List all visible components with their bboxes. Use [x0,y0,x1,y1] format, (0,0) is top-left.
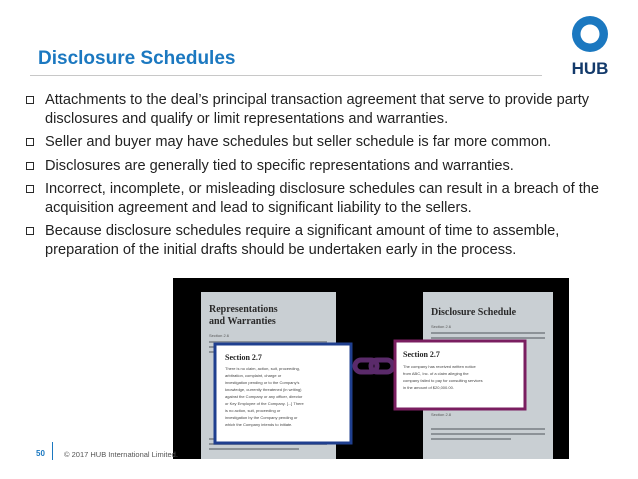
checkbox-bullet-icon [26,162,34,170]
bullet-text: Disclosures are generally tied to specific representations and warranties. [45,157,514,174]
title-divider [30,75,542,76]
checkbox-bullet-icon [26,185,34,193]
chain-link-icon [355,360,393,372]
bullet-list [26,91,616,264]
svg-text:There is no claim, action, sui: There is no claim, action, suit, proceeding, [225,366,300,371]
right-doc-heading: Disclosure Schedule [431,307,517,318]
svg-text:knowledge, currently threatene: knowledge, currently threatened (in writing) [225,387,302,392]
bullet-item [26,157,616,176]
footer-divider [52,442,53,460]
bullet-text: Incorrect, incomplete, or misleading disclosure schedules can result in a breach of the acquisition agreement and lead to significant liability to the sellers. [45,181,600,216]
svg-text:Representations and Wa [209,304,280,327]
right-doc-section-small: Section 2.6 [431,324,452,329]
copyright-text: © 2017 HUB International Limited. [64,450,178,459]
left-box-title: Section 2.7 [225,353,262,362]
svg-text:investigation pending or to th: investigation pending or to the Company’s [225,380,300,385]
svg-text:arbitration, complaint, charge: arbitration, complaint, charge or [225,373,282,378]
bullet-text: Seller and buyer may have schedules but seller schedule is far more common. [45,134,552,150]
bullet-item [26,133,616,152]
graphic-canvas [173,278,569,459]
slide-title: Disclosure Schedules [38,48,236,69]
svg-text:investigation by the Company p: investigation by the Company pending or [225,415,298,420]
right-box-title: Section 2.7 [403,350,440,359]
left-doc-heading-line: Representations [209,304,278,315]
bullet-item [26,91,616,128]
svg-text:company failed to pay for cons: company failed to pay for consulting services [403,378,483,383]
logo-text: HUB [571,59,609,78]
svg-text:in the amount of $20,000.00.: in the amount of $20,000.00. [403,385,454,390]
checkbox-bullet-icon [26,138,34,146]
bullet-text: Attachments to the deal’s principal transaction agreement that serve to provide party disclosures and qualify or limit representations and warranties. [45,92,590,127]
svg-text:against the Company or any off: against the Company or any officer, director [225,394,303,399]
right-doc-section-bottom: Section 2.8 [431,412,452,417]
bullet-text: Because disclosure schedules require a significant amount of time to assemble, preparation of the initial drafts should be undertaken early in the process. [45,223,560,258]
svg-text:from ABC, Inc. of a claim alle: from ABC, Inc. of a claim alleging the [403,371,469,376]
left-doc-heading-line: and Warranties [209,316,276,327]
svg-text:which the Company intends to i: which the Company intends to initiate. [225,422,293,427]
page-number: 50 [36,449,45,458]
disclosure-graphic [173,278,569,459]
checkbox-bullet-icon [26,227,34,235]
bullet-item [26,180,616,217]
svg-text:The company has received writt: The company has received written notice [403,364,476,369]
svg-text:or Key Employee of the Company: or Key Employee of the Company. [...] There [225,401,304,406]
hub-logo [566,14,614,78]
left-doc-section-small: Section 2.6 [209,333,230,338]
svg-text:is no action, suit, proceeding: is no action, suit, proceeding or [225,408,281,413]
bullet-item [26,222,616,259]
checkbox-bullet-icon [26,96,34,104]
